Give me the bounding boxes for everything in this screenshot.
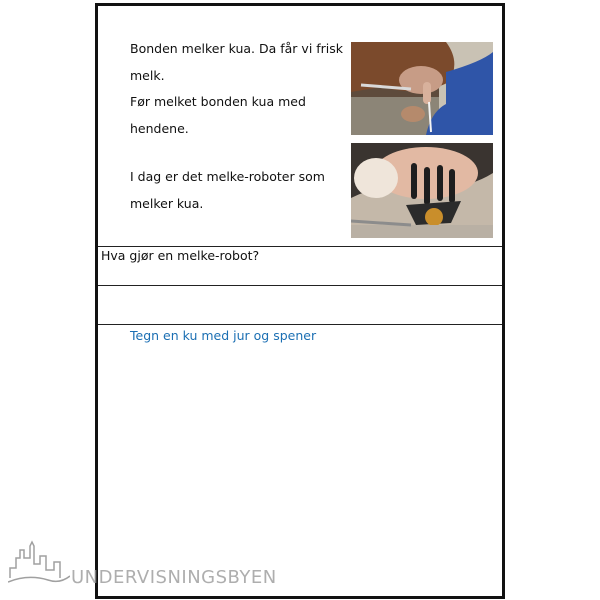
paragraph-line: I dag er det melke-roboter som bbox=[130, 169, 325, 184]
paragraph-line: hendene. bbox=[130, 120, 189, 136]
question-text: Hva gjør en melke-robot? bbox=[101, 248, 260, 263]
answer-line bbox=[98, 324, 502, 325]
paragraph-line: melker kua. bbox=[130, 195, 204, 211]
city-skyline-icon bbox=[8, 540, 70, 592]
milking-robot-photo bbox=[351, 143, 493, 238]
watermark-text: UNDERVISNINGSBYEN bbox=[71, 567, 277, 588]
divider-line bbox=[98, 246, 502, 247]
drawing-task-text: Tegn en ku med jur og spener bbox=[130, 328, 317, 343]
worksheet-page bbox=[95, 3, 505, 599]
hand-milking-photo bbox=[351, 42, 493, 135]
paragraph-line: Før melket bonden kua med bbox=[130, 94, 306, 109]
watermark bbox=[8, 540, 308, 592]
paragraph-line: melk. bbox=[130, 67, 165, 83]
answer-line bbox=[98, 285, 502, 286]
paragraph-line: Bonden melker kua. Da får vi frisk bbox=[130, 41, 344, 56]
paragraph-hand-milking bbox=[130, 36, 352, 142]
paragraph-milking-robots bbox=[130, 164, 352, 217]
